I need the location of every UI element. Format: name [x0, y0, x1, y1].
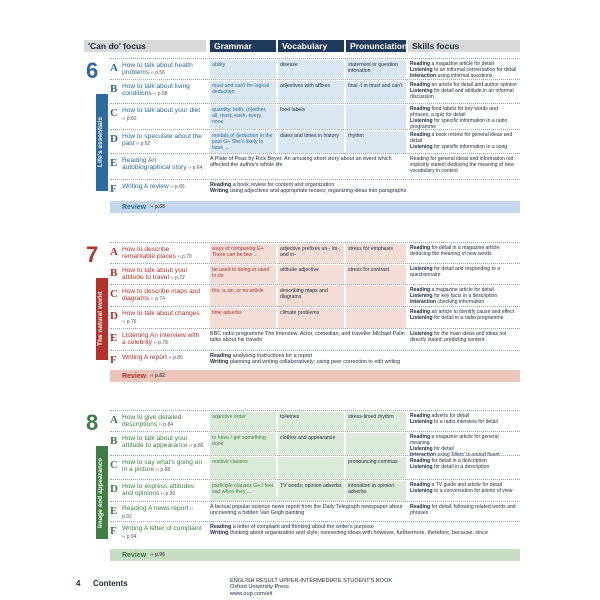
lesson-letter: F: [110, 183, 117, 195]
page-ref: ›› p.92: [122, 506, 194, 521]
skills-cell: [408, 481, 520, 497]
skill-type: Listening: [410, 66, 435, 73]
can-do-focus[interactable]: [122, 267, 204, 283]
skill-text: to a radio interview for detail: [434, 418, 498, 425]
can-do-focus[interactable]: [122, 414, 204, 430]
skill-text: for specific information in a radio programme: [410, 117, 508, 130]
review-bar[interactable]: [110, 201, 520, 213]
focus-text: How to give detailed descriptions: [122, 414, 182, 429]
skill-text: an article to identify cause and effect: [431, 309, 515, 315]
lesson-letter: E: [110, 157, 118, 169]
skill-line: [410, 465, 518, 471]
skill-line: [410, 505, 518, 517]
vocabulary-cell: adjectives with affixes: [278, 81, 344, 103]
skill-type: Listening: [410, 314, 435, 321]
focus-text: Writing A letter of complaint: [122, 525, 202, 532]
page-ref: ›› p.86: [187, 443, 204, 450]
skill-line: [410, 316, 518, 322]
lesson-row-f[interactable]: [110, 350, 520, 369]
skill-text: using adjectives and appropriate tenses; organizing ideas into paragraphs: [229, 188, 407, 195]
skill-type: Reading: [410, 132, 432, 138]
pronunciation-cell: [346, 105, 406, 129]
page-ref: ›› p.84: [157, 422, 174, 429]
skill-type: Listening: [410, 418, 435, 425]
unit-tab: [84, 242, 108, 368]
skill-type: Interaction: [410, 298, 438, 305]
can-do-focus[interactable]: [122, 246, 204, 262]
skill-text: a book review for general ideas and detail: [410, 132, 513, 144]
skill-text: for the main ideas and ideas not directly stated; predicting content: [410, 331, 507, 343]
writing-focus: [210, 353, 510, 365]
skill-text: for key facts in a description: [434, 292, 498, 299]
header-skills: Skills focus: [408, 40, 520, 52]
vocabulary-cell: adjective prefixes un-, im-, and in-: [278, 244, 344, 263]
skill-type: Reading: [410, 309, 432, 315]
skill-text: using informal questions: [437, 72, 493, 79]
skill-line: [210, 188, 510, 194]
lesson-row-f[interactable]: [110, 179, 520, 200]
skill-type: Reading: [410, 458, 432, 464]
focus-text: Writing A review: [122, 183, 169, 190]
skill-text: a book review for content and organization: [232, 182, 335, 188]
skill-line: [410, 420, 518, 426]
skill-text: to a conversation for points of view: [434, 487, 513, 494]
skill-type: Interaction: [410, 451, 438, 458]
skill-type: Listening: [410, 487, 435, 494]
skills-cell: [408, 330, 520, 346]
skills-cell: [408, 155, 520, 177]
vocabulary-cell: food labels: [278, 105, 344, 129]
skill-type: Reading: [210, 182, 233, 188]
page-ref: ›› p.62: [134, 141, 151, 148]
skill-line: [410, 300, 518, 306]
lesson-letter: C: [110, 107, 118, 119]
skill-type: Interaction: [410, 72, 438, 79]
grammar-cell: must and can't for logical deduction: [210, 81, 276, 103]
footer-page-number: 4: [76, 579, 81, 588]
review-page: ›› p.82: [150, 373, 165, 379]
skill-type: Listening: [410, 87, 435, 94]
skill-text: planning and writing collaboratively; using peer correction to edit writing: [229, 359, 401, 366]
lesson-letter: F: [110, 354, 117, 366]
unit-number: 8: [86, 410, 99, 435]
vocabulary-cell: disease: [278, 60, 344, 79]
can-do-focus[interactable]: [122, 62, 204, 78]
page-ref: ›› p.58: [151, 91, 168, 98]
lesson-letter: A: [110, 62, 118, 74]
focus-text: How to express attitudes and opinions: [122, 483, 195, 498]
focus-text: How to talk about your attitude to appearance: [122, 435, 188, 450]
lesson-row-f[interactable]: [110, 521, 520, 548]
page-ref: ›› p.88: [154, 467, 171, 474]
unit-tab: [84, 58, 108, 199]
lesson-row-d[interactable]: [110, 129, 520, 154]
lesson-row-c[interactable]: [110, 284, 520, 307]
skill-text: a letter of complaint and thinking about the writer's purpose: [232, 524, 374, 530]
header-vocabulary: Vocabulary: [278, 40, 344, 52]
lesson-row-d[interactable]: [110, 306, 520, 329]
page-ref: ›› p.80: [166, 355, 183, 361]
focus-text: How to talk about health problems: [122, 62, 193, 77]
page-ref: ›› p.70: [175, 254, 192, 261]
vocabulary-cell: describing maps and diagrams: [278, 286, 344, 306]
skill-type: Listening: [410, 331, 435, 337]
footer-section: Contents: [93, 579, 128, 588]
footer-url: www.oup.com/elt: [230, 590, 273, 597]
unit-number: 7: [86, 242, 99, 267]
grammar-cell: time adverbs: [210, 308, 276, 328]
lesson-description: BBC radio programme The Interview. Actor, comedian, and traveller Michael Palin talks about his travels: [210, 331, 405, 344]
vocabulary-cell: clothes and appearance: [278, 433, 344, 455]
lesson-letter: B: [110, 267, 118, 279]
lesson-letter: E: [110, 332, 118, 344]
lesson-description: A factual popular-science news report from the Daily Telegraph newspaper about uncovering a hidden Van Gogh painting: [210, 504, 403, 517]
focus-text: How to describe remarkable places: [122, 246, 176, 261]
skill-text: food labels for key words and phrases; a quiz for detail: [410, 106, 498, 118]
grammar-cell: ability: [210, 60, 276, 79]
skill-text: Reading for general ideas and information not explicitly stated; deducing the meaning of new vocabulary in context: [410, 156, 514, 174]
can-do-focus[interactable]: [122, 133, 204, 149]
pronunciation-cell: final -t in must and can't: [346, 81, 406, 103]
lesson-row-a[interactable]: [110, 410, 520, 432]
skills-cell: [408, 308, 520, 324]
pronunciation-cell: [346, 308, 406, 328]
pronunciation-cell: intonation in opinion adverbs: [346, 481, 406, 501]
lesson-letter: D: [110, 310, 118, 322]
page-ref: ›› p.72: [168, 275, 185, 282]
vocabulary-cell: climate problems: [278, 308, 344, 328]
skill-type: Listening: [410, 292, 435, 299]
skill-text: for detail in a description: [431, 458, 487, 464]
focus-text: Listening An interview with a celebrity: [122, 332, 200, 347]
skill-type: Writing: [210, 530, 230, 537]
lesson-description: A Plate of Peas by Rick Beyer. An amusing short story about an event which affected the author's whole life: [210, 156, 392, 169]
can-do-focus[interactable]: [122, 107, 204, 124]
can-do-focus[interactable]: [122, 288, 204, 304]
page-ref: ›› p.60: [122, 116, 137, 123]
lesson-row-e[interactable]: [110, 328, 520, 351]
unit-title: Life's essentials: [96, 94, 108, 191]
skill-type: Reading: [410, 413, 432, 419]
skill-line: [410, 89, 518, 101]
lesson-row-d[interactable]: [110, 479, 520, 502]
can-do-focus[interactable]: [122, 310, 204, 327]
lesson-row-e[interactable]: [110, 153, 520, 180]
focus-text: Writing A report: [122, 354, 167, 361]
skill-type: Reading: [410, 287, 432, 293]
lesson-letter: C: [110, 288, 118, 300]
writing-focus: [210, 524, 510, 536]
skill-text: adverts for detail: [431, 413, 470, 419]
lesson-letter: C: [110, 459, 118, 471]
lesson-row-e[interactable]: [110, 501, 520, 522]
lesson-row-b[interactable]: [110, 263, 520, 285]
pronunciation-cell: stress for contrast: [346, 265, 406, 284]
footer-publisher: [230, 578, 392, 597]
skills-cell: [408, 412, 520, 428]
can-do-focus[interactable]: [122, 459, 204, 475]
focus-text: How to describe maps and diagrams: [122, 288, 201, 303]
grammar-cell: to have / get something done: [210, 433, 276, 455]
page-ref: ›› p.56: [149, 70, 165, 77]
contents-page: [70, 32, 520, 567]
focus-text: How to talk about changes: [122, 310, 200, 317]
skill-text: for detail: [434, 445, 454, 452]
focus-text: How to talk about your attitude to travel: [122, 267, 188, 282]
vocabulary-cell: TV words; opinion adverbs: [278, 481, 344, 501]
grammar-cell: adjective order: [210, 412, 276, 431]
skills-cell: [408, 244, 520, 260]
pronunciation-cell: [346, 286, 406, 306]
review-page: ›› p.68: [150, 204, 165, 210]
lesson-row-a[interactable]: [110, 242, 520, 264]
pronunciation-cell: pronouncing commas: [346, 457, 406, 479]
skill-line: [210, 530, 510, 536]
focus-text: How to speculate about the past: [122, 133, 202, 148]
skill-text: for detail; following related words and phrases: [410, 504, 516, 516]
page-ref: ›› p.74: [149, 296, 165, 303]
lesson-row-c[interactable]: [110, 103, 520, 130]
footer-press: Oxford University Press: [230, 584, 289, 591]
header-pronunciation: Pronunciation: [346, 40, 406, 52]
review-label: Review: [122, 203, 147, 211]
page-ref: ›› p.64: [186, 165, 203, 172]
skill-line: [210, 359, 510, 365]
can-do-focus[interactable]: [122, 83, 204, 99]
skill-line: [410, 246, 518, 258]
skill-text: checking information: [437, 298, 485, 305]
lesson-letter: B: [110, 435, 118, 447]
skill-text: for specific information in a song: [434, 143, 508, 150]
skill-line: [410, 157, 518, 175]
skills-cell: [408, 265, 520, 281]
grammar-cell: be used to doing or used to do: [210, 265, 276, 284]
unit-number: 6: [86, 58, 99, 83]
review-label: Review: [122, 551, 147, 559]
can-do-focus[interactable]: [122, 183, 204, 191]
skill-line: [410, 267, 518, 279]
skill-text: to an informal conversation for detail: [434, 66, 517, 73]
skill-type: Listening: [410, 445, 435, 452]
grammar-cell: quantity: both, (n)either, all, most, each, every, none: [210, 105, 276, 129]
can-do-focus[interactable]: [122, 525, 204, 542]
skills-cell: [408, 503, 520, 519]
grammar-cell: ways of comparing G+ There can be few ...: [210, 244, 276, 263]
skill-text: thinking about organization and style; connecting ideas with however, furthermore, therefore, because, since: [229, 530, 488, 537]
skill-type: Listening: [410, 117, 435, 124]
vocabulary-cell: [278, 457, 344, 479]
skill-text: a magazine article for detail: [431, 61, 494, 67]
skill-line: [410, 145, 518, 151]
page-ref: ›› p.78: [152, 340, 168, 347]
review-page: ›› p.96: [150, 552, 165, 558]
skill-text: using 'fillers' to sound fluent: [437, 451, 500, 458]
vocabulary-cell: attitude adjective: [278, 265, 344, 284]
page-ref: ›› p.94: [122, 534, 137, 541]
skill-text: for detail in a magazine article; deducing the meaning of new words: [410, 245, 501, 257]
skill-line: [410, 489, 518, 495]
page-ref: ›› p.90: [159, 491, 176, 498]
skill-text: analysing instructions for a report: [232, 353, 313, 359]
pronunciation-cell: stress-timed rhythm: [346, 412, 406, 431]
lesson-letter: A: [110, 414, 118, 426]
review-label: Review: [122, 372, 147, 380]
skill-type: Reading: [410, 82, 432, 88]
pronunciation-cell: [346, 433, 406, 455]
vocabulary-cell: dates and times in history: [278, 131, 344, 153]
lesson-letter: F: [110, 525, 117, 537]
skill-type: Listening: [410, 463, 435, 470]
skills-cell: [408, 131, 520, 153]
skill-type: Reading: [210, 353, 233, 359]
page-ref: ›› p.66: [168, 184, 185, 190]
review-bar[interactable]: [110, 370, 520, 382]
skill-text: a magazine article for detail: [431, 287, 494, 293]
pronunciation-cell: stress for emphasis: [346, 244, 406, 263]
pronunciation-cell: statement or question intonation: [346, 60, 406, 79]
unit-title: The natural world: [96, 278, 108, 360]
skill-text: an article for detail and author opinion: [431, 82, 517, 88]
header-can-do: 'Can do' focus: [84, 40, 206, 52]
focus-text: Reading A news report: [122, 505, 189, 512]
unit-title: Image and appearance: [96, 446, 108, 539]
review-bar[interactable]: [110, 549, 520, 561]
skill-type: Reading: [410, 434, 432, 440]
focus-text: Reading An autobiographical story: [122, 157, 187, 172]
grammar-cell: relative clauses: [210, 457, 276, 479]
pronunciation-cell: rhythm: [346, 131, 406, 153]
can-do-focus[interactable]: [122, 157, 204, 173]
skill-type: Reading: [410, 482, 432, 488]
lesson-letter: A: [110, 246, 118, 258]
focus-text: How to talk about your diet: [122, 107, 201, 114]
lesson-row-c[interactable]: [110, 455, 520, 480]
skill-type: Listening: [410, 143, 435, 150]
skill-type: Writing: [210, 188, 230, 195]
can-do-focus[interactable]: [122, 483, 204, 499]
can-do-focus[interactable]: [122, 435, 204, 451]
skill-text: for detail and attitude in an informal discussion: [410, 87, 514, 100]
skill-text: for detail and responding to a questionnaire: [410, 266, 501, 278]
skill-type: Writing: [210, 359, 230, 366]
lesson-letter: D: [110, 133, 118, 145]
skill-text: for detail in a radio programme: [434, 314, 504, 321]
lesson-row-a[interactable]: [110, 58, 520, 80]
can-do-focus[interactable]: [122, 332, 204, 348]
focus-text: How to say what's going on in a picture: [122, 459, 203, 474]
lesson-letter: E: [110, 505, 118, 517]
skill-text: for detail in a description: [434, 463, 490, 470]
skill-type: Reading: [410, 61, 432, 67]
grammar-cell: modals of deduction in the past G+ She's likely to have ...: [210, 131, 276, 153]
grammar-cell: the, a, an, or no article: [210, 286, 276, 306]
skill-type: Listening: [410, 266, 435, 272]
skill-text: a magazine article for general meaning: [410, 434, 499, 446]
skill-type: Reading: [210, 524, 233, 530]
skills-cell: [408, 457, 520, 473]
skill-text: a TV guide and article for detail: [431, 482, 502, 488]
page-ref: ›› p.76: [122, 319, 137, 326]
skills-cell: [408, 81, 520, 103]
vocabulary-cell: toiletries: [278, 412, 344, 431]
writing-focus: [210, 182, 510, 194]
header-grammar: Grammar: [210, 40, 276, 52]
lesson-letter: D: [110, 483, 118, 495]
focus-text: How to talk about living conditions: [122, 83, 190, 98]
can-do-focus[interactable]: [122, 354, 204, 362]
skills-cell: [408, 286, 520, 308]
footer-book-title: ENGLISH RESULT UPPER-INTERMEDIATE STUDENT'S BOOK: [230, 578, 393, 584]
lesson-letter: B: [110, 83, 118, 95]
skill-type: Reading: [410, 245, 432, 251]
grammar-cell: participle clauses G+ I feel sad when they ...: [210, 481, 276, 501]
lesson-row-b[interactable]: [110, 79, 520, 104]
lesson-row-b[interactable]: [110, 431, 520, 456]
skill-line: [410, 332, 518, 344]
skill-type: Reading: [410, 106, 432, 112]
skill-type: Reading: [410, 504, 432, 510]
can-do-focus[interactable]: [122, 505, 204, 522]
unit-tab: [84, 410, 108, 547]
